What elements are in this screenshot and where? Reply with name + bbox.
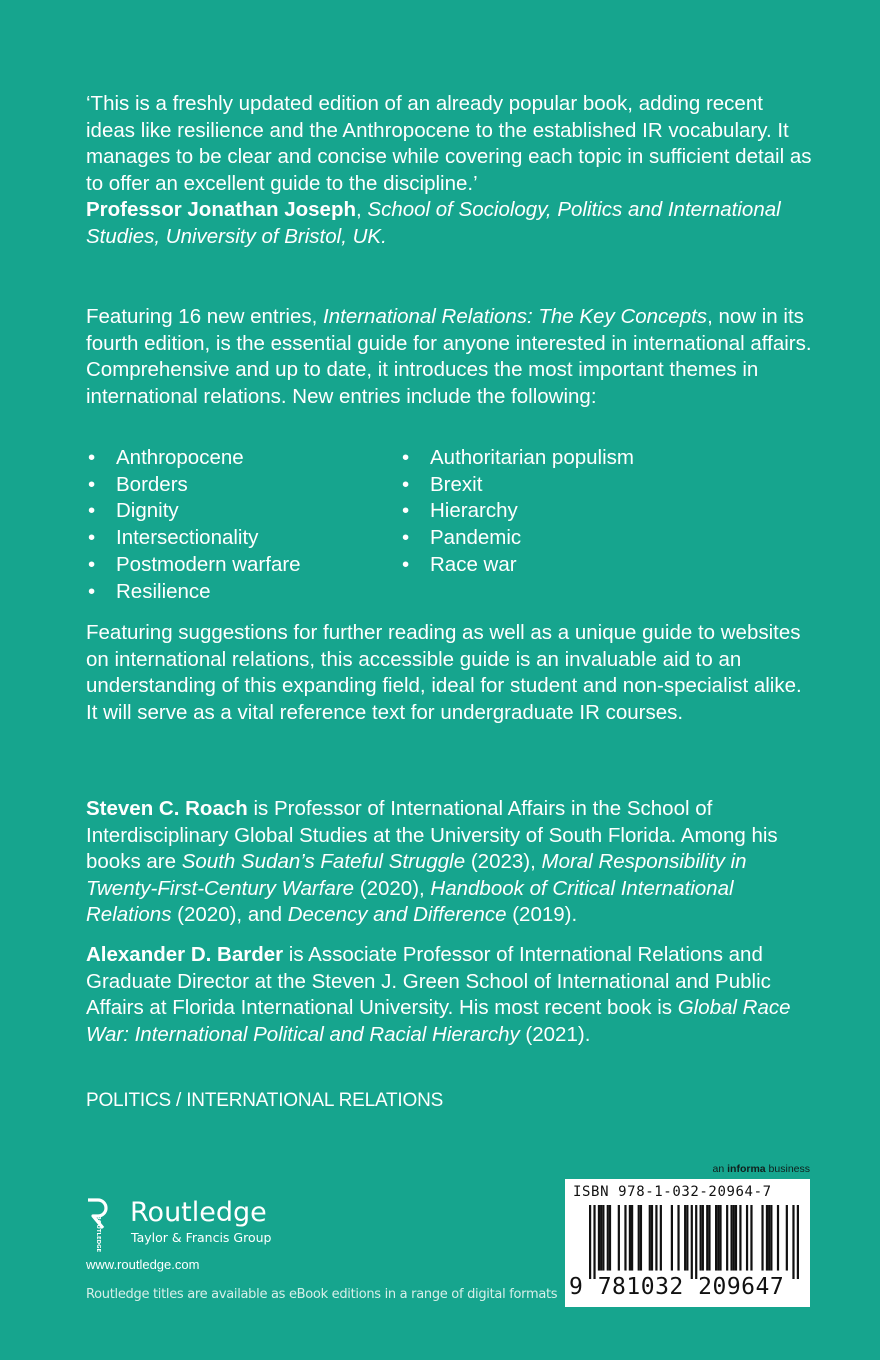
barcode-bar — [708, 1205, 710, 1271]
barcode-bar — [609, 1205, 611, 1271]
barcode-bar — [715, 1205, 717, 1271]
barcode-bar — [600, 1205, 602, 1271]
barcode-bar — [735, 1205, 737, 1271]
barcode-bar — [640, 1205, 642, 1271]
book-title: South Sudan’s Fateful Struggle — [181, 850, 466, 874]
intro-lead: Featuring 16 new entries, — [86, 305, 324, 328]
routledge-logo — [86, 1198, 286, 1252]
author-bio-roach — [86, 796, 816, 929]
book-title: Global Race War: International Political and Racial Hierarchy — [86, 996, 791, 1046]
barcode-bar — [797, 1205, 799, 1279]
barcode-bar — [730, 1205, 732, 1271]
bio-text: is Professor of International Affairs in the School of Interdisciplinary Global Studies at the University of South Florida. Among his books are — [86, 797, 778, 874]
barcode-bar — [677, 1205, 679, 1271]
barcode-bar — [686, 1205, 688, 1271]
barcode-bar — [768, 1205, 770, 1271]
publisher-website: www.routledge.com — [86, 1257, 200, 1272]
bio-text: (2020), — [354, 876, 431, 900]
barcode-bar — [607, 1205, 609, 1271]
barcode-bar — [766, 1205, 768, 1271]
barcode-bar — [638, 1205, 640, 1271]
barcode-bar — [671, 1205, 673, 1271]
new-entries-left-column — [86, 445, 301, 605]
isbn-barcode — [565, 1179, 810, 1307]
barcode-bar — [717, 1205, 719, 1271]
barcode-bar — [618, 1205, 620, 1271]
bio-text: (2023), — [465, 850, 542, 874]
quote-text: ‘This is a freshly updated edition of an already popular book, adding recent ideas like resilience and the Anthropocene to the established IR vocabulary. It manages to be clear and concise while covering each topic in sufficient detail as to offer an excellent guide to the discipline.’ — [86, 92, 812, 195]
book-description — [86, 304, 816, 410]
barcode-bar — [746, 1205, 748, 1271]
list-item: • Hierarchy — [400, 498, 634, 525]
barcode-bar — [695, 1205, 697, 1279]
list-item: • Borders — [86, 472, 301, 499]
bio-text: is Associate Professor of International Relations and Graduate Director at the Steven J. Green School of International and Public Affairs at Florida International University. His most recent book is — [86, 943, 771, 1020]
new-entries-right-column — [400, 445, 634, 579]
barcode-bar — [684, 1205, 686, 1271]
informa-tagline — [713, 1163, 810, 1175]
list-item: • Resilience — [86, 579, 301, 606]
bio-text: (2021). — [519, 1022, 591, 1046]
list-item: • Anthropocene — [86, 445, 301, 472]
barcode-bar — [719, 1205, 721, 1271]
subject-category: POLITICS / INTERNATIONAL RELATIONS — [86, 1090, 444, 1111]
barcode-bar — [629, 1205, 631, 1271]
barcode-bar — [739, 1205, 741, 1271]
informa-post: business — [765, 1163, 810, 1175]
barcode-bar — [589, 1205, 591, 1279]
barcode-digits: 9 781032 209647 — [569, 1274, 785, 1300]
barcode-bar — [602, 1205, 604, 1271]
quote-affiliation: School of Sociology, Politics and International Studies, University of Bristol, UK. — [86, 198, 781, 248]
isbn-label: ISBN 978-1-032-20964-7 — [573, 1184, 772, 1200]
routledge-logo-icon — [86, 1198, 108, 1252]
barcode-bar — [624, 1205, 626, 1271]
author-bio-barder — [86, 942, 816, 1048]
list-item: • Brexit — [400, 472, 634, 499]
barcode-bar — [593, 1205, 595, 1279]
bio-text: (2019). — [506, 903, 578, 927]
list-item: • Postmodern warfare — [86, 552, 301, 579]
book-title: Moral Responsibility in Twenty-First-Century Warfare — [86, 850, 747, 900]
barcode-bar — [649, 1205, 651, 1271]
list-item: • Race war — [400, 552, 634, 579]
list-item: • Intersectionality — [86, 525, 301, 552]
list-item: • Authoritarian populism — [400, 445, 634, 472]
barcode-bar — [792, 1205, 794, 1279]
barcode-bar — [750, 1205, 752, 1271]
barcode-bar — [691, 1205, 693, 1279]
quote-author: Professor Jonathan Joseph — [86, 198, 356, 222]
publisher-group: Taylor & Francis Group — [131, 1230, 272, 1245]
list-item: • Pandemic — [400, 525, 634, 552]
barcode-bar — [631, 1205, 633, 1271]
intro-rest: , now in its fourth edition, is the essential guide for anyone interested in international affairs. Comprehensive and up to date, it introduces the most important themes in international relations. New entries include the following: — [86, 305, 812, 408]
logo-vertical-text: ROUTLEDGE — [95, 1215, 101, 1252]
ebook-note: Routledge titles are available as eBook editions in a range of digital formats — [86, 1287, 558, 1302]
reading-guide-paragraph: Featuring suggestions for further reading as well as a unique guide to websites on international relations, this accessible guide is an invaluable aid to an understanding of this expanding field, ideal for student and non-specialist alike. It will serve as a vital reference text for undergraduate IR courses. — [86, 621, 802, 724]
barcode-bar — [726, 1205, 728, 1271]
barcode-bar — [651, 1205, 653, 1271]
barcode-bar — [786, 1205, 788, 1271]
barcode-bar — [761, 1205, 763, 1271]
author-name: Steven C. Roach — [86, 797, 248, 820]
barcode-bar — [706, 1205, 708, 1271]
barcode-bar — [777, 1205, 779, 1271]
barcode-bar — [598, 1205, 600, 1271]
barcode-bar — [700, 1205, 702, 1271]
list-item: • Dignity — [86, 498, 301, 525]
barcode-bars — [589, 1205, 799, 1279]
informa-brand: informa — [727, 1163, 766, 1175]
barcode-bar — [733, 1205, 735, 1271]
author-name: Alexander D. Barder — [86, 943, 284, 966]
book-title: Decency and Difference — [287, 903, 507, 927]
informa-pre: an — [712, 1163, 728, 1175]
barcode-bar — [770, 1205, 772, 1271]
barcode-bar — [660, 1205, 662, 1271]
publisher-name: Routledge — [130, 1197, 267, 1228]
book-title: Handbook of Critical International Relations — [86, 876, 734, 927]
bio-text: (2020), and — [171, 903, 288, 927]
barcode-bar — [702, 1205, 704, 1271]
endorsement-quote: ‘This is a freshly updated edition of an already popular book, adding recent ideas like resilience and the Anthropocene to the established IR vocabulary. It manages to be clear and concise while covering each topic in sufficient detail as to offer an excellent guide to the discipline.’ Professor Jonathan Joseph, School of Sociology, Politics and International Studies, University of Bristol, UK. — [86, 92, 812, 248]
book-title: International Relations: The Key Concepts — [323, 305, 708, 328]
barcode-bar — [655, 1205, 657, 1271]
